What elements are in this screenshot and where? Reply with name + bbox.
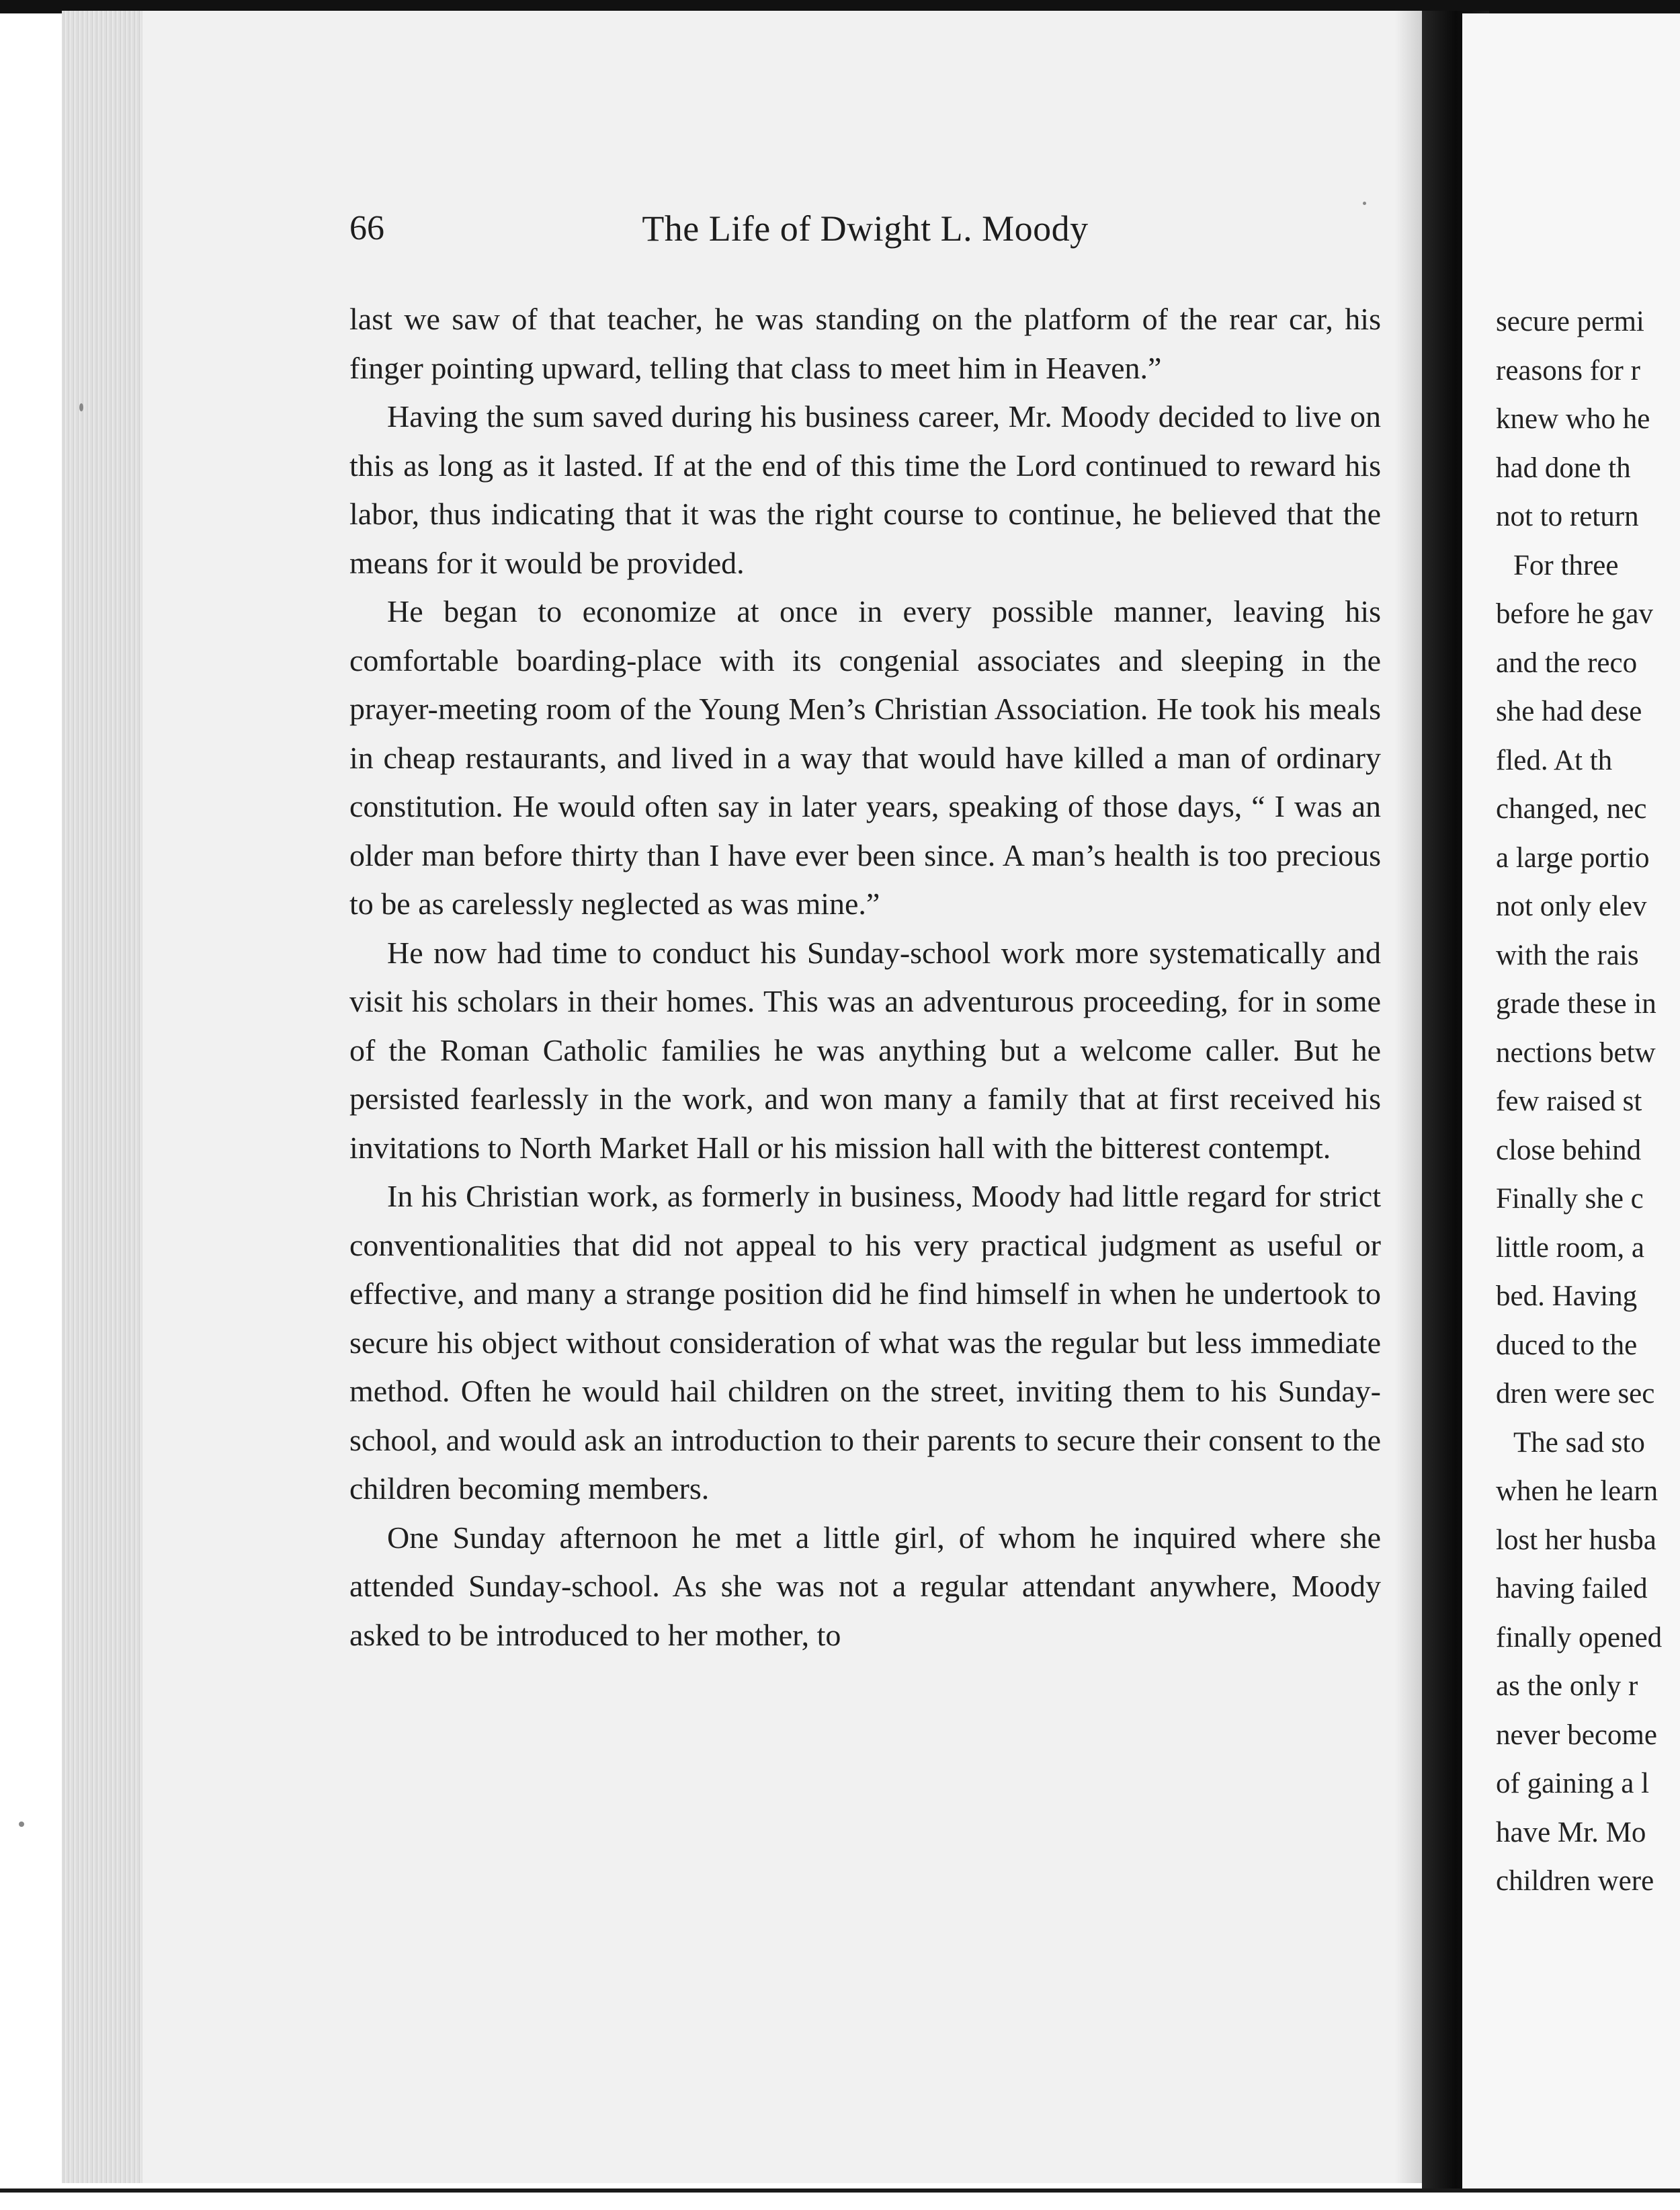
paragraph: One Sunday afternoon he met a little girl, of whom he inquired where she attended Sunday-school. As she was not a regular attendant anywhere, Moody asked to be introduced to her mother, to [349,1520,1381,1652]
facing-line: and the reco [1496,647,1638,679]
facing-line: bed. Having [1496,1280,1638,1312]
facing-line: fled. At th [1496,744,1613,776]
facing-line: lost her husba [1496,1524,1656,1556]
facing-line: Finally she c [1496,1183,1644,1215]
facing-line: grade these in [1496,988,1656,1020]
paragraph: last we saw of that teacher, he was standing on the platform of the rear car, his finger pointing upward, telling that class to meet him in Heaven.” [349,302,1381,385]
scan-speck [1363,202,1366,205]
facing-line: dren were sec [1496,1378,1655,1409]
facing-line: not only elev [1496,891,1647,922]
facing-line: before he gav [1496,598,1653,630]
facing-line: children were [1496,1865,1654,1897]
facing-line: For three [1513,549,1619,581]
facing-line: with the rais [1496,939,1639,971]
paragraph: In his Christian work, as formerly in business, Moody had little regard for strict conventionalities that did not appeal to his very practical judgment as useful or effective, and many a strange position did he find himself in when he undertook to secure his object without consideration of what was the regular but less immediate method. Often he would hail children on the street, inviting them to his Sunday-school, and would ask an introduction to their parents to secure their consent to the children becoming members. [349,1179,1381,1506]
facing-line: little room, a [1496,1231,1644,1264]
paragraph: He began to economize at once in every possible manner, leaving his comfortable boarding-place with its congenial associates and sleeping in the prayer-meeting room of the Young Men’s Christian Association. He took his meals in cheap restaurants, and lived in a way that would have killed a man of ordinary constitution. He would often say in later years, speaking of those days, “ I was an older man before thirty than I have ever been since. A man’s health is too precious to be as carelessly neglected as was mine.” [349,594,1381,921]
facing-line: a large portio [1496,842,1650,874]
facing-line: of gaining a l [1496,1768,1650,1799]
facing-page [1462,13,1680,2188]
facing-line: finally opened [1496,1621,1663,1653]
facing-line: few raised st [1496,1086,1642,1117]
facing-line: having failed [1496,1573,1648,1604]
book-title: The Life of Dwight L. Moody [642,208,1089,249]
facing-line: secure permi [1496,306,1644,337]
facing-line: as the only r [1496,1670,1638,1702]
facing-page-text [1496,298,1662,1906]
running-head [349,202,1381,255]
page-gutter-shadow [1395,11,1422,2183]
facing-line: not to return [1496,501,1639,532]
facing-line: close behind [1496,1134,1642,1166]
scan-speck [79,403,83,411]
paragraph: Having the sum saved during his business career, Mr. Moody decided to live on this as long as it lasted. If at the end of this time the Lord continued to reward his labor, thus indicating that it was the right course to continue, he believed that the means for it would be provided. [349,399,1381,580]
paragraph: He now had time to conduct his Sunday-school work more systematically and visit his scholars in their homes. This was an adventurous proceeding, for in some of the Roman Catholic families he was anything but a welcome caller. But he persisted fearlessly in the work, and won many a family that at first received his invitations to North Market Hall or his mission hall with the bitterest contempt. [349,935,1381,1165]
facing-line: had done th [1496,452,1631,484]
facing-line: changed, nec [1496,793,1647,825]
page-edges [62,11,142,2183]
facing-line: have Mr. Mo [1496,1816,1646,1848]
facing-line: knew who he [1496,403,1650,435]
facing-line: nections betw [1496,1036,1656,1069]
scan-bottom-edge [0,2188,1680,2193]
facing-line: reasons for r [1496,354,1640,386]
body-text [349,295,1381,1660]
facing-line: when he learn [1496,1475,1658,1507]
facing-line: The sad sto [1513,1426,1645,1459]
scan-speck [19,1822,24,1827]
page-number: 66 [349,209,384,247]
facing-line: she had dese [1496,696,1642,727]
facing-line: duced to the [1496,1329,1638,1361]
facing-line: never become [1496,1719,1657,1751]
